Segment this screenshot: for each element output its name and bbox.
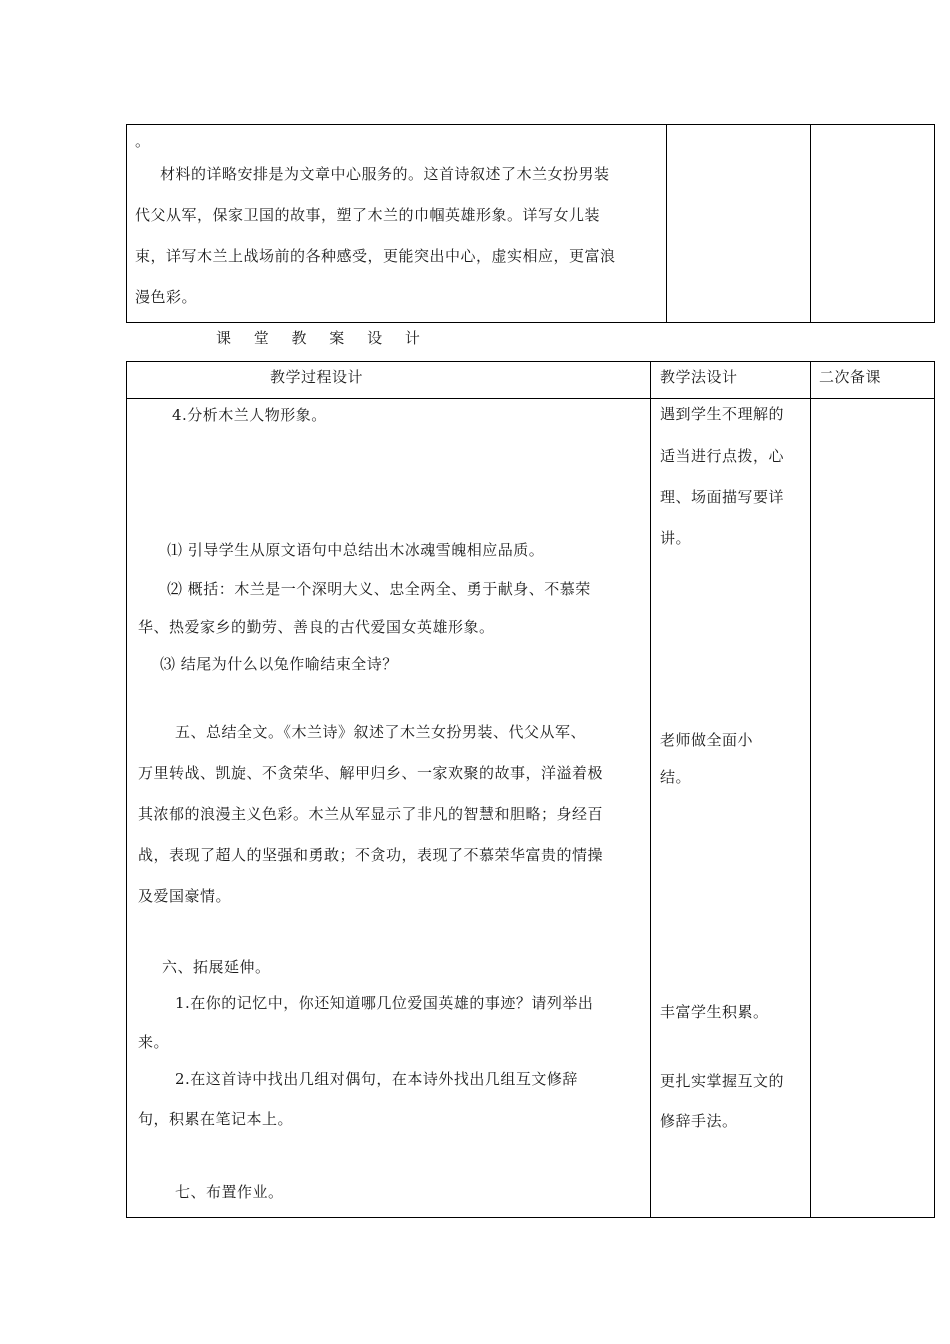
continuation-line: 。 — [135, 132, 151, 150]
method-line: 遇到学生不理解的 — [660, 405, 785, 423]
process-line: 其浓郁的浪漫主义色彩。木兰从军显示了非凡的智慧和胆略；身经百 — [138, 805, 604, 823]
process-line: ⑶ 结尾为什么以兔作喻结束全诗？ — [160, 655, 398, 673]
process-line: 及爱国豪情。 — [138, 887, 232, 905]
header-method-design: 教学法设计 — [660, 368, 738, 386]
method-line: 讲。 — [660, 529, 692, 547]
header-second-prep: 二次备课 — [819, 368, 882, 386]
process-line: 2.在这首诗中找出几组对偶句，在本诗外找出几组互文修辞 — [175, 1070, 578, 1088]
continuation-line: 漫色彩。 — [135, 288, 198, 306]
process-line: ⑴ 引导学生从原文语句中总结出木冰魂雪魄相应品质。 — [167, 541, 545, 559]
continuation-line: 代父从军，保家卫国的故事，塑了木兰的巾帼英雄形象。详写女儿装 — [135, 206, 601, 224]
process-line: 战，表现了超人的坚强和勇敢；不贪功，表现了不慕荣华富贵的情操 — [138, 846, 604, 864]
process-line: 4.分析木兰人物形象。 — [172, 406, 327, 424]
process-line: 华、热爱家乡的勤劳、善良的古代爱国女英雄形象。 — [138, 618, 495, 636]
process-line: ⑵ 概括：木兰是一个深明大义、忠全两全、勇于献身、不慕荣 — [167, 580, 591, 598]
process-line: 五、总结全文。《木兰诗》叙述了木兰女扮男装、代父从军、 — [175, 723, 587, 741]
continuation-line: 材料的详略安排是为文章中心服务的。这首诗叙述了木兰女扮男装 — [160, 165, 610, 183]
process-line: 六、拓展延伸。 — [162, 958, 271, 976]
method-line: 老师做全面小 — [660, 731, 754, 749]
method-line: 更扎实掌握互文的 — [660, 1072, 785, 1090]
process-line: 七、布置作业。 — [175, 1183, 284, 1201]
process-line: 1.在你的记忆中，你还知道哪几位爱国英雄的事迹？请列举出 — [175, 994, 594, 1012]
method-line: 结。 — [660, 768, 692, 786]
process-line: 句，积累在笔记本上。 — [138, 1110, 294, 1128]
method-line: 理、场面描写要详 — [660, 488, 785, 506]
method-line: 适当进行点拨，心 — [660, 447, 785, 465]
process-line: 来。 — [138, 1033, 170, 1051]
process-line: 万里转战、凯旋、不贪荣华、解甲归乡、一家欢聚的故事，洋溢着极 — [138, 764, 604, 782]
method-line: 丰富学生积累。 — [660, 1003, 769, 1021]
header-process-design: 教学过程设计 — [270, 368, 364, 386]
continuation-line: 束，详写木兰上战场前的各种感受，更能突出中心，虚实相应，更富浪 — [135, 247, 616, 265]
section-title: 课 堂 教 案 设 计 — [216, 329, 429, 347]
method-line: 修辞手法。 — [660, 1112, 738, 1130]
